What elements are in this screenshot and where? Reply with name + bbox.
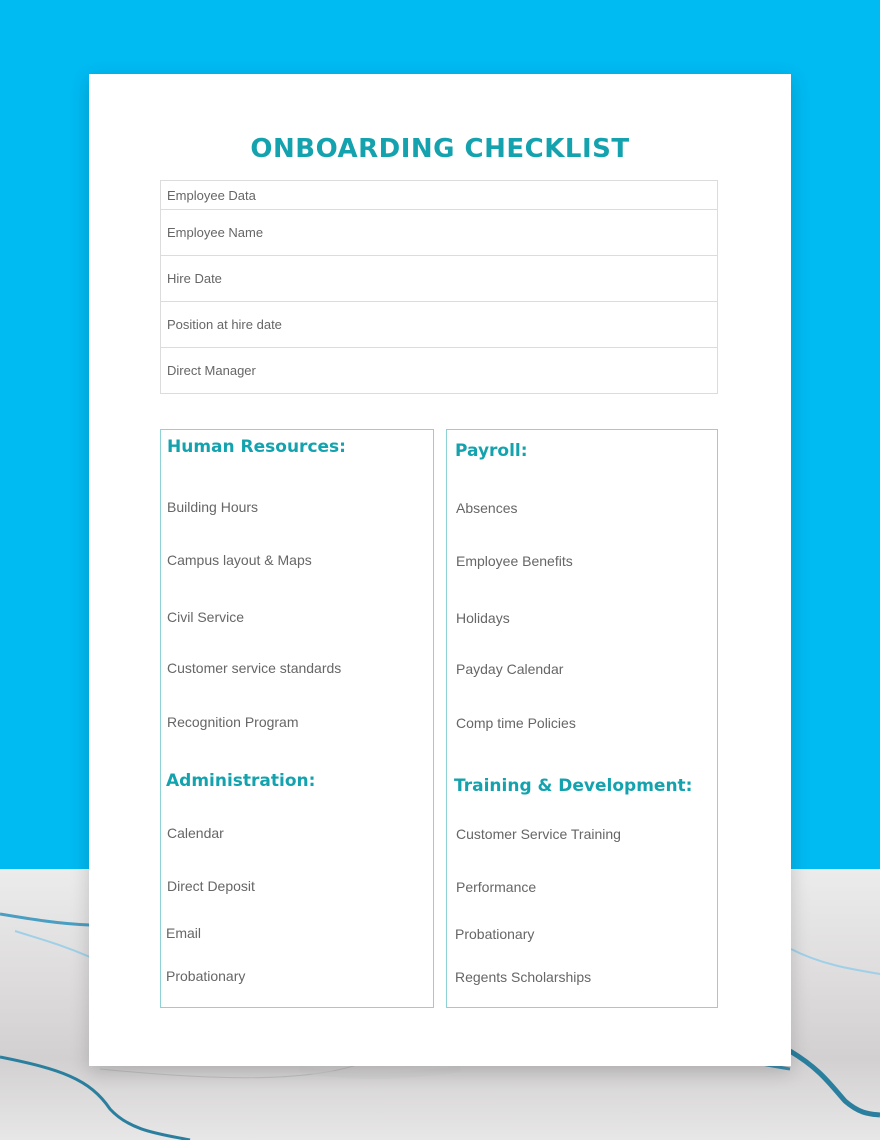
list-item: Customer service standards	[167, 660, 342, 676]
list-item: Holidays	[456, 610, 510, 626]
list-item: Recognition Program	[167, 714, 299, 730]
right-checklist-box	[446, 429, 718, 1008]
list-item: Campus layout & Maps	[167, 552, 312, 568]
section-heading-payroll: Payroll:	[455, 441, 528, 461]
list-item: Employee Benefits	[456, 553, 573, 569]
list-item: Email	[166, 925, 202, 941]
list-item: Payday Calendar	[456, 661, 564, 677]
list-item: Direct Deposit	[167, 878, 255, 894]
employee-data-table	[160, 180, 718, 394]
employee-data-header: Employee Data	[167, 187, 256, 203]
list-item: Calendar	[167, 825, 224, 841]
hire-date-field[interactable]: Hire Date	[161, 255, 717, 301]
list-item: Performance	[456, 879, 537, 895]
list-item: Customer Service Training	[456, 826, 621, 842]
direct-manager-field[interactable]: Direct Manager	[161, 347, 717, 393]
left-checklist-box	[160, 429, 434, 1008]
section-heading-human-resources: Human Resources:	[167, 437, 346, 457]
list-item: Absences	[456, 500, 518, 516]
list-item: Building Hours	[167, 499, 259, 515]
section-heading-training: Training & Development:	[454, 776, 693, 796]
list-item: Civil Service	[167, 609, 245, 625]
list-item: Probationary	[166, 968, 246, 984]
list-item: Comp time Policies	[456, 715, 576, 731]
section-heading-administration: Administration:	[166, 771, 316, 791]
checklist-page	[89, 74, 791, 1066]
page-title: ONBOARDING CHECKLIST	[250, 134, 630, 164]
list-item: Probationary	[455, 926, 535, 942]
list-item: Regents Scholarships	[455, 969, 592, 985]
employee-name-field[interactable]: Employee Name	[161, 209, 717, 255]
position-field[interactable]: Position at hire date	[161, 301, 717, 347]
